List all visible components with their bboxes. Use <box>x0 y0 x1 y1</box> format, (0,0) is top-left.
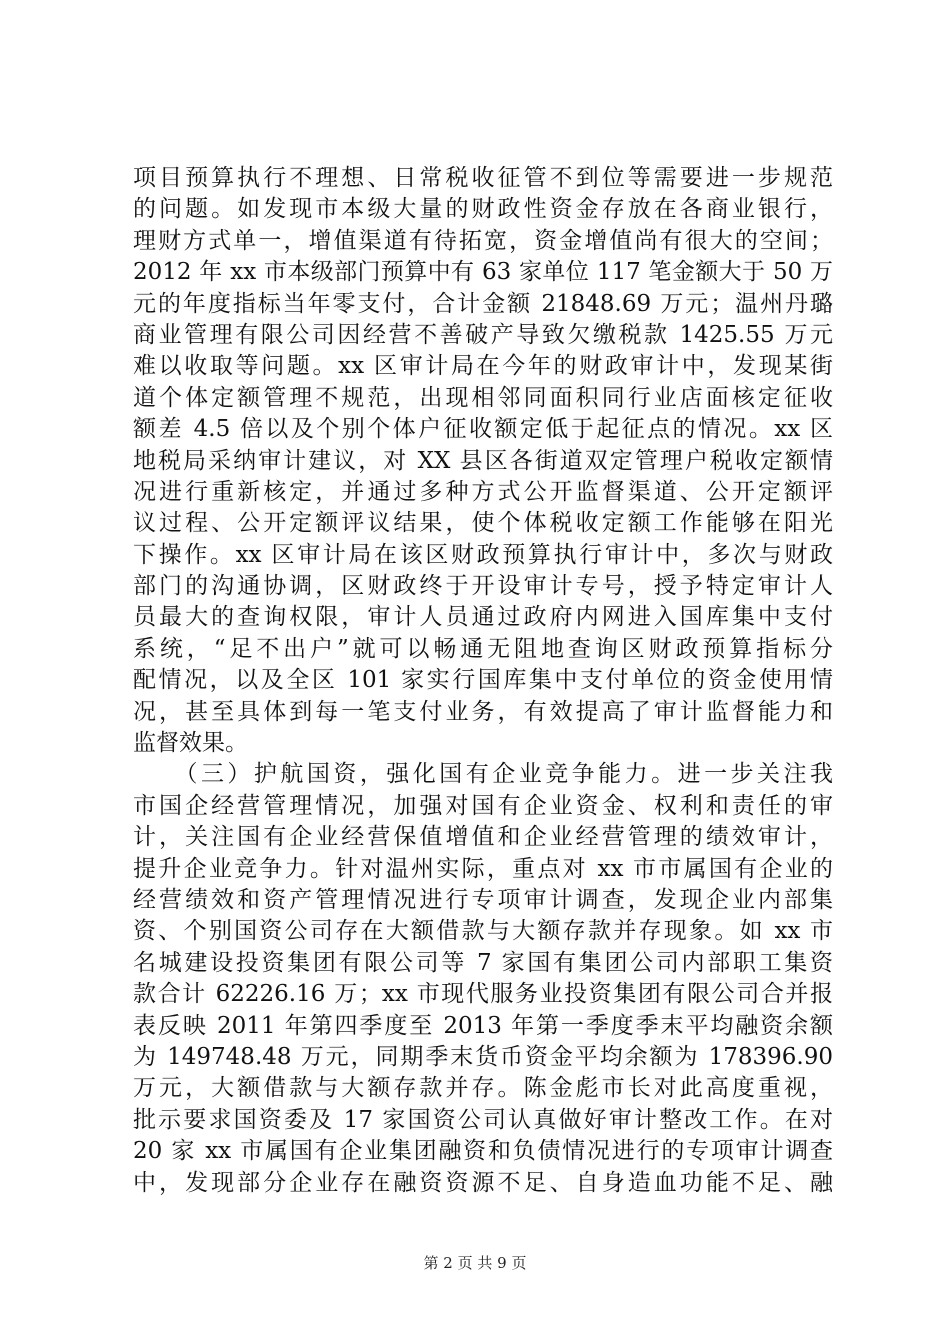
text-line: 地税局采纳审计建议，对 XX 县区各街道双定管理户税收定额情 <box>133 447 833 474</box>
text-line: 况，甚至具体到每一笔支付业务，有效提高了审计监督能力和 <box>133 698 833 725</box>
section-heading-line: （三）护航国资，强化国有企业竞争能力。进一步关注我 <box>133 761 833 788</box>
text-line: 经营绩效和资产管理情况进行专项审计调查，发现企业内部集 <box>133 886 833 913</box>
text-line: 理财方式单一，增值渠道有待拓宽，资金增值尚有很大的空间； <box>133 227 833 254</box>
text-line: 的问题。如发现市本级大量的财政性资金存放在各商业银行， <box>133 196 833 223</box>
text-line: 商业管理有限公司因经营不善破产导致欠缴税款 1425.55 万元 <box>133 321 833 348</box>
text-line: 项目预算执行不理想、日常税收征管不到位等需要进一步规范 <box>133 165 833 191</box>
text-line: 批示要求国资委及 17 家国资公司认真做好审计整改工作。在对 <box>133 1106 833 1133</box>
text-line: 表反映 2011 年第四季度至 2013 年第一季度季末平均融资余额 <box>133 1012 833 1039</box>
text-line: 2012 年 xx 市本级部门预算中有 63 家单位 117 笔金额大于 50 万 <box>133 259 833 286</box>
text-line: 员最大的查询权限，审计人员通过政府内网进入国库集中支付 <box>133 604 833 631</box>
text-line: 部门的沟通协调，区财政终于开设审计专号，授予特定审计人 <box>133 573 833 600</box>
page-footer: 第 2 页 共 9 页 <box>423 1254 527 1272</box>
text-line: 况进行重新核定，并通过多种方式公开监督渠道、公开定额评 <box>133 478 833 505</box>
text-line: 提升企业竞争力。针对温州实际，重点对 xx 市市属国有企业的 <box>133 855 833 882</box>
text-line: 道个体定额管理不规范，出现相邻同面积同行业店面核定征收 <box>133 384 833 411</box>
text-line: 难以收取等问题。xx 区审计局在今年的财政审计中，发现某街 <box>133 353 833 380</box>
body-text <box>133 163 833 1199</box>
text-line: 系统，“足不出户”就可以畅通无阻地查询区财政预算指标分 <box>133 635 833 662</box>
text-line: 议过程、公开定额评议结果，使个体税收定额工作能够在阳光 <box>133 510 833 537</box>
text-line: 监督效果。 <box>133 730 248 757</box>
text-line: 配情况，以及全区 101 家实行国库集中支付单位的资金使用情 <box>133 667 833 694</box>
text-line: 元的年度指标当年零支付，合计金额 21848.69 万元；温州丹璐 <box>133 290 833 317</box>
text-line: 市国企经营管理情况，加强对国有企业资金、权利和责任的审 <box>133 792 833 819</box>
text-line: 万元，大额借款与大额存款并存。陈金彪市长对此高度重视， <box>133 1075 833 1102</box>
text-line: 中，发现部分企业存在融资资源不足、自身造血功能不足、融 <box>133 1169 833 1196</box>
text-line: 下操作。xx 区审计局在该区财政预算执行审计中，多次与财政 <box>133 541 833 568</box>
text-line: 款合计 62226.16 万；xx 市现代服务业投资集团有限公司合并报 <box>133 981 833 1008</box>
text-line: 名城建设投资集团有限公司等 7 家国有集团公司内部职工集资 <box>133 949 833 976</box>
text-line: 计，关注国有企业经营保值增值和企业经营管理的绩效审计， <box>133 824 833 851</box>
text-line: 为 149748.48 万元，同期季末货币资金平均余额为 178396.90 <box>133 1043 833 1070</box>
text-line: 资、个别国资公司存在大额借款与大额存款并存现象。如 xx 市 <box>133 918 833 945</box>
text-line: 额差 4.5 倍以及个别个体户征收额定低于起征点的情况。xx 区 <box>133 416 833 443</box>
text-line: 20 家 xx 市属国有企业集团融资和负债情况进行的专项审计调查 <box>133 1138 833 1165</box>
